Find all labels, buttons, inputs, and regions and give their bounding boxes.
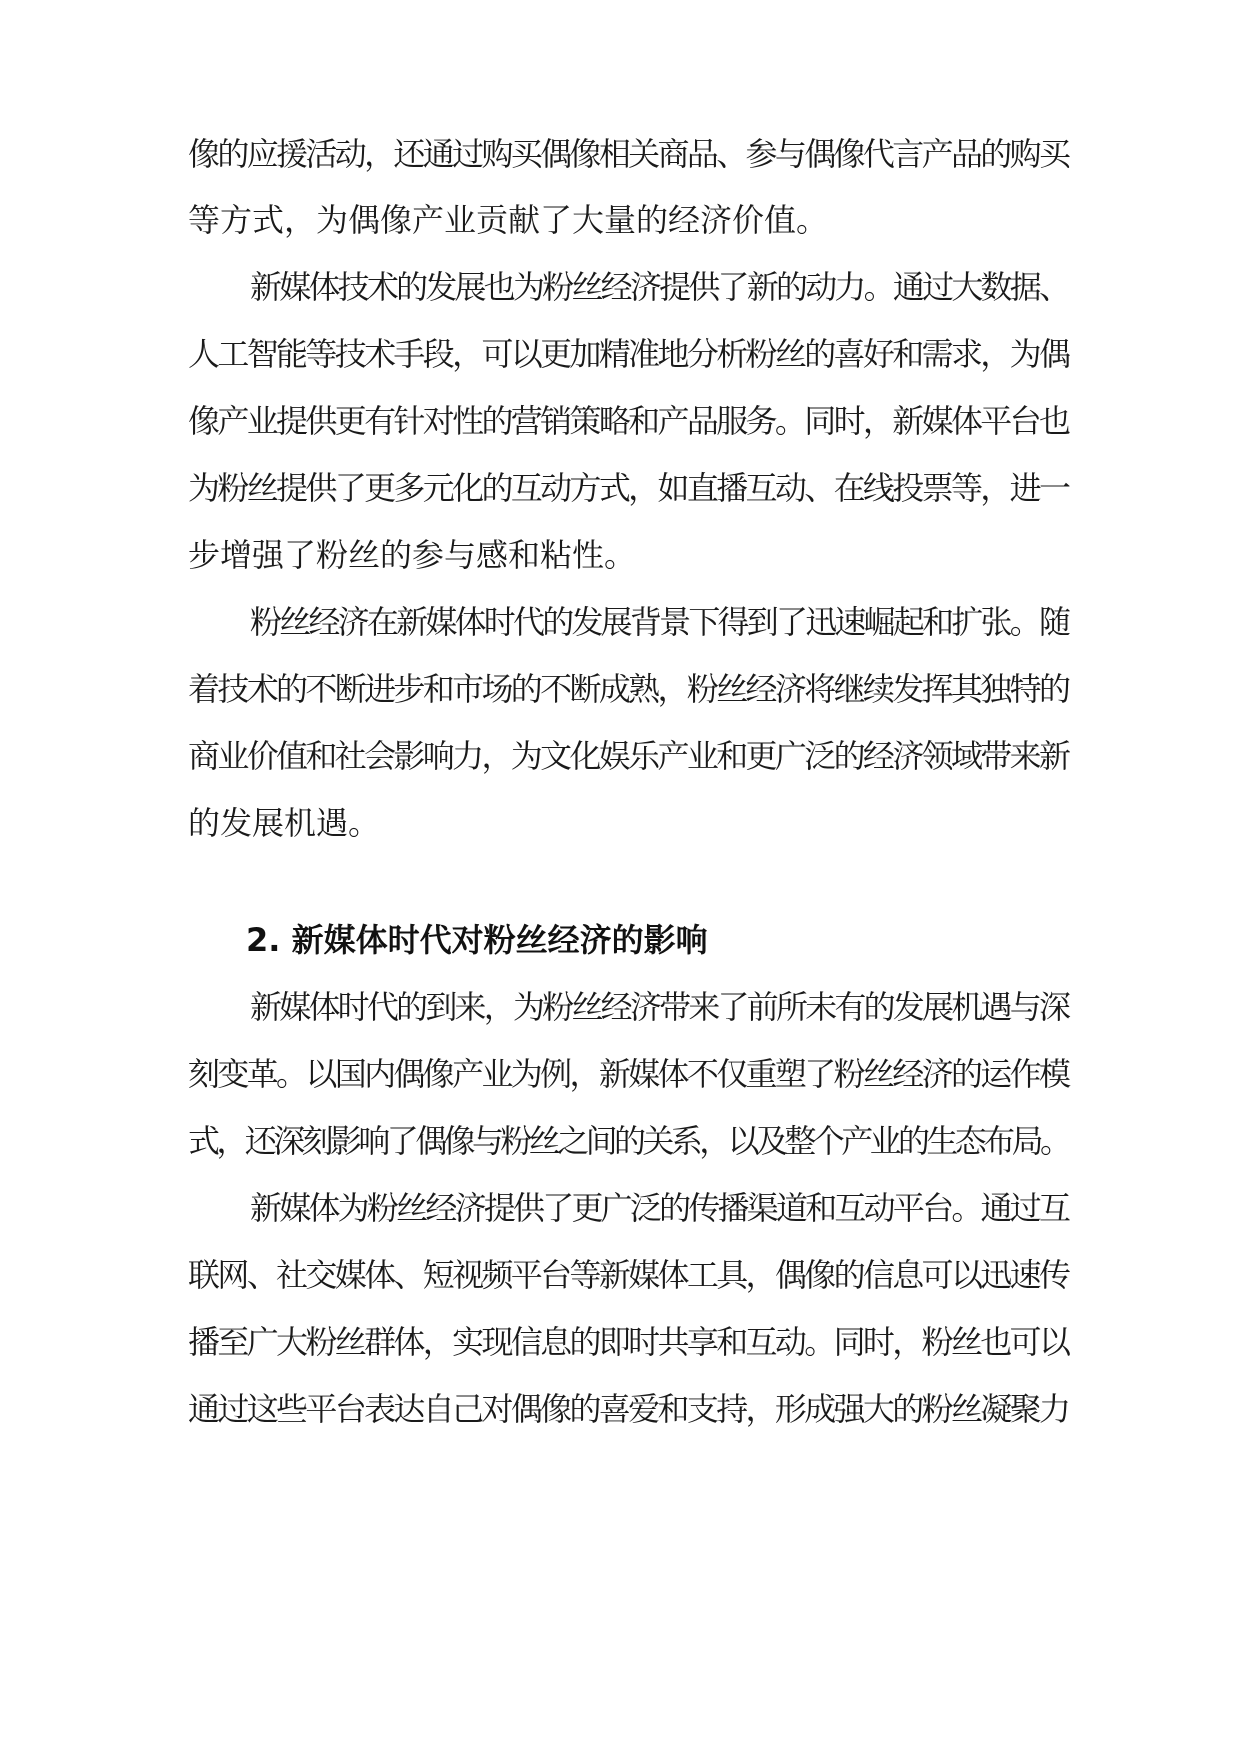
paragraph-1-line-2: 等方式，为偶像产业贡献了大量的经济价值。 xyxy=(188,201,829,239)
paragraph-3-line-2: 着技术的不断进步和市场的不断成熟，粉丝经济将继续发挥其独特的 xyxy=(188,670,1068,708)
paragraph-4-line-1: 新媒体时代的到来，为粉丝经济带来了前所未有的发展机遇与深 xyxy=(250,988,1068,1026)
paragraph-4-line-2: 刻变革。以国内偶像产业为例，新媒体不仅重塑了粉丝经济的运作模 xyxy=(188,1055,1068,1093)
paragraph-2-line-4: 为粉丝提供了更多元化的互动方式，如直播互动、在线投票等，进一 xyxy=(188,469,1068,507)
paragraph-4-line-3: 式，还深刻影响了偶像与粉丝之间的关系，以及整个产业的生态布局。 xyxy=(188,1122,1068,1160)
paragraph-1-line-1: 像的应援活动，还通过购买偶像相关商品、参与偶像代言产品的购买 xyxy=(188,135,1068,173)
paragraph-2-line-5: 步增强了粉丝的参与感和粘性。 xyxy=(188,536,637,574)
paragraph-2-line-3: 像产业提供更有针对性的营销策略和产品服务。同时，新媒体平台也 xyxy=(188,402,1068,440)
paragraph-5-line-4: 通过这些平台表达自己对偶像的喜爱和支持，形成强大的粉丝凝聚力 xyxy=(188,1390,1068,1428)
paragraph-2-line-2: 人工智能等技术手段，可以更加精准地分析粉丝的喜好和需求，为偶 xyxy=(188,335,1068,373)
paragraph-5-line-3: 播至广大粉丝群体，实现信息的即时共享和互动。同时，粉丝也可以 xyxy=(188,1323,1068,1361)
paragraph-3-line-1: 粉丝经济在新媒体时代的发展背景下得到了迅速崛起和扩张。随 xyxy=(250,603,1068,641)
paragraph-2-line-1: 新媒体技术的发展也为粉丝经济提供了新的动力。通过大数据、 xyxy=(250,268,1068,306)
paragraph-3-line-3: 商业价值和社会影响力，为文化娱乐产业和更广泛的经济领域带来新 xyxy=(188,737,1068,775)
section-heading: 2. 新媒体时代对粉丝经济的影响 xyxy=(246,921,708,959)
paragraph-5-line-2: 联网、社交媒体、短视频平台等新媒体工具，偶像的信息可以迅速传 xyxy=(188,1256,1068,1294)
paragraph-3-line-4: 的发展机遇。 xyxy=(188,804,381,842)
paragraph-5-line-1: 新媒体为粉丝经济提供了更广泛的传播渠道和互动平台。通过互 xyxy=(250,1189,1068,1227)
